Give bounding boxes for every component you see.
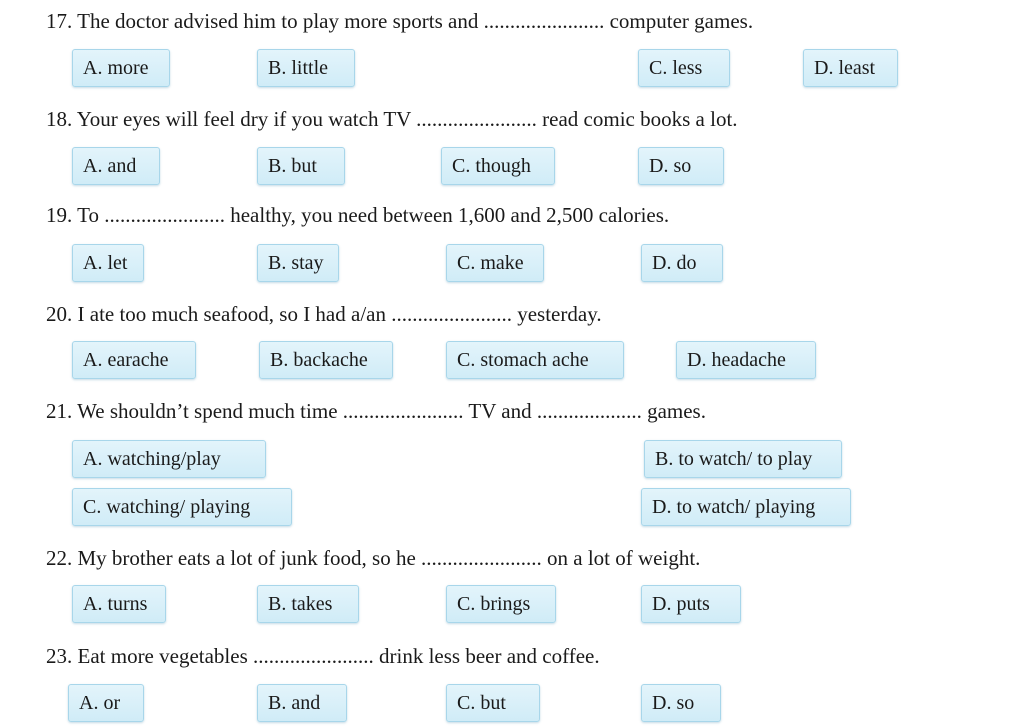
q18-option-a[interactable]: A. and: [72, 147, 160, 185]
q23-option-d[interactable]: D. so: [641, 684, 721, 722]
q23-option-c[interactable]: C. but: [446, 684, 540, 722]
q18-option-b[interactable]: B. but: [257, 147, 345, 185]
question-22: 22. My brother eats a lot of junk food, so he ....................... on a lot of weight.: [46, 546, 701, 570]
q21-option-d[interactable]: D. to watch/ playing: [641, 488, 851, 526]
q22-option-b[interactable]: B. takes: [257, 585, 359, 623]
q17-option-b[interactable]: B. little: [257, 49, 355, 87]
q20-option-b[interactable]: B. backache: [259, 341, 393, 379]
q19-option-b[interactable]: B. stay: [257, 244, 339, 282]
question-19: 19. To ....................... healthy, you need between 1,600 and 2,500 calories.: [46, 203, 670, 227]
q18-option-c[interactable]: C. though: [441, 147, 555, 185]
q22-option-a[interactable]: A. turns: [72, 585, 166, 623]
q19-option-d[interactable]: D. do: [641, 244, 723, 282]
q21-option-a[interactable]: A. watching/play: [72, 440, 266, 478]
question-17: 17. The doctor advised him to play more sports and ....................... computer games.: [46, 9, 754, 33]
question-21: 21. We shouldn’t spend much time ....................... TV and .................... games.: [46, 399, 706, 423]
q20-option-a[interactable]: A. earache: [72, 341, 196, 379]
q18-option-d[interactable]: D. so: [638, 147, 724, 185]
q17-option-a[interactable]: A. more: [72, 49, 170, 87]
q22-option-d[interactable]: D. puts: [641, 585, 741, 623]
q23-option-a[interactable]: A. or: [68, 684, 144, 722]
q23-option-b[interactable]: B. and: [257, 684, 347, 722]
q19-option-a[interactable]: A. let: [72, 244, 144, 282]
q21-option-b[interactable]: B. to watch/ to play: [644, 440, 842, 478]
q20-option-d[interactable]: D. headache: [676, 341, 816, 379]
q22-option-c[interactable]: C. brings: [446, 585, 556, 623]
q21-option-c[interactable]: C. watching/ playing: [72, 488, 292, 526]
question-23: 23. Eat more vegetables ....................... drink less beer and coffee.: [46, 644, 600, 668]
question-18: 18. Your eyes will feel dry if you watch TV ....................... read comic books a lot.: [46, 107, 738, 131]
question-20: 20. I ate too much seafood, so I had a/an ....................... yesterday.: [46, 302, 602, 326]
q17-option-d[interactable]: D. least: [803, 49, 898, 87]
q19-option-c[interactable]: C. make: [446, 244, 544, 282]
q20-option-c[interactable]: C. stomach ache: [446, 341, 624, 379]
q17-option-c[interactable]: C. less: [638, 49, 730, 87]
